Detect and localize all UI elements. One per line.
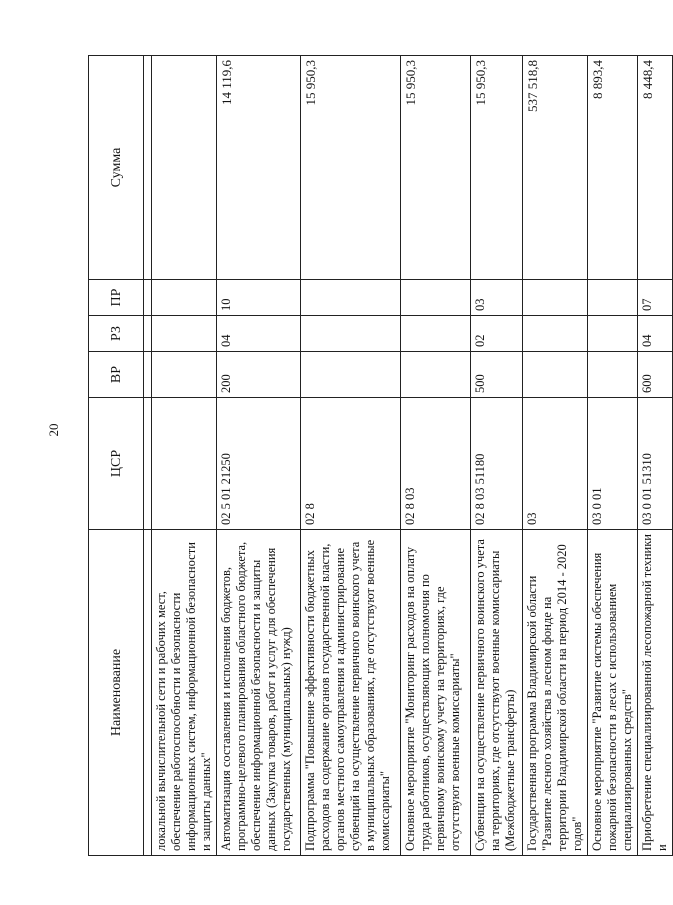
cell-vr xyxy=(401,352,471,398)
header-csr: ЦСР xyxy=(89,398,144,530)
table-row xyxy=(301,56,401,856)
header-sum: Сумма xyxy=(89,56,144,280)
cell-name: Субвенции на осуществление первичного воинского учета на территориях, где отсутствуют военные комиссариаты (Межбюджетные трансферты) xyxy=(471,530,523,856)
rotated-page-content xyxy=(88,56,669,856)
cell-vr: 600 xyxy=(638,352,673,398)
cell-vr xyxy=(301,352,401,398)
cell-csr: 02 5 01 21250 xyxy=(217,398,301,530)
header-spacer-row xyxy=(144,56,152,856)
cell-rz xyxy=(301,316,401,352)
cell-pr xyxy=(152,280,217,316)
cell-sum: 15 950,3 xyxy=(301,56,401,280)
cell-vr xyxy=(588,352,638,398)
cell-vr: 200 xyxy=(217,352,301,398)
cell-pr: 03 xyxy=(471,280,523,316)
cell-name: Государственная программа Владимирской области "Развитие лесного хозяйства в лесном фонде на территории Владимирской области на период 2014 - 2020 годов" xyxy=(523,530,588,856)
cell-csr: 03 0 01 xyxy=(588,398,638,530)
cell-vr: 500 xyxy=(471,352,523,398)
table-header-row xyxy=(89,56,144,856)
cell-csr xyxy=(152,398,217,530)
cell-rz xyxy=(152,316,217,352)
cell-pr xyxy=(301,280,401,316)
cell-rz xyxy=(401,316,471,352)
cell-sum: 15 950,3 xyxy=(471,56,523,280)
header-name: Наименование xyxy=(89,530,144,856)
table-row xyxy=(152,56,217,856)
cell-name: локальной вычислительной сети и рабочих мест, обеспечение работоспособности и безопасности информационных систем, информационной безопасности и защиты данных" xyxy=(152,530,217,856)
cell-name: Приобретение специализированной лесопожарной техники и xyxy=(638,530,673,856)
table-row xyxy=(401,56,471,856)
cell-name: Основное мероприятие "Мониторинг расходов на оплату труда работников, осуществляющих полномочия по первичному воинскому учету на территориях, где отсутствуют военные комиссариаты" xyxy=(401,530,471,856)
budget-table xyxy=(88,55,673,856)
cell-rz xyxy=(523,316,588,352)
cell-rz: 02 xyxy=(471,316,523,352)
cell-csr: 02 8 03 xyxy=(401,398,471,530)
cell-sum: 14 119,6 xyxy=(217,56,301,280)
page-number: 20 xyxy=(46,423,61,437)
table-row xyxy=(471,56,523,856)
cell-sum xyxy=(152,56,217,280)
header-rz: РЗ xyxy=(89,316,144,352)
cell-name: Подпрограмма "Повышение эффективности бюджетных расходов на содержание органов государственной власти, органов местного самоуправления и администрирование субвенций на осуществление первичного воинского учета в муниципальных образованиях, где отсутствуют военные комиссариаты" xyxy=(301,530,401,856)
cell-vr xyxy=(152,352,217,398)
cell-csr: 02 8 03 51180 xyxy=(471,398,523,530)
table-row xyxy=(588,56,638,856)
cell-rz: 04 xyxy=(638,316,673,352)
cell-pr xyxy=(588,280,638,316)
cell-pr xyxy=(523,280,588,316)
cell-name: Основное мероприятие "Развитие системы обеспечения пожарной безопасности в лесах с использованием специализированных средств" xyxy=(588,530,638,856)
table-row xyxy=(217,56,301,856)
cell-csr: 02 8 xyxy=(301,398,401,530)
header-pr: ПР xyxy=(89,280,144,316)
cell-sum: 537 518,8 xyxy=(523,56,588,280)
header-vr: ВР xyxy=(89,352,144,398)
cell-rz xyxy=(588,316,638,352)
cell-rz: 04 xyxy=(217,316,301,352)
cell-pr: 07 xyxy=(638,280,673,316)
cell-csr: 03 xyxy=(523,398,588,530)
cell-sum: 15 950,3 xyxy=(401,56,471,280)
cell-pr: 10 xyxy=(217,280,301,316)
cell-sum: 8 893,4 xyxy=(588,56,638,280)
cell-sum: 8 448,4 xyxy=(638,56,673,280)
cell-csr: 03 0 01 51310 xyxy=(638,398,673,530)
cell-name: Автоматизация составления и исполнения бюджетов, программно-целевого планирования областного бюджета, обеспечение информационной безопасности и защиты данных (Закупка товаров, работ и услуг для обеспечения государственных (муниципальных) нужд) xyxy=(217,530,301,856)
cell-pr xyxy=(401,280,471,316)
cell-vr xyxy=(523,352,588,398)
table-row xyxy=(523,56,588,856)
table-row xyxy=(638,56,673,856)
